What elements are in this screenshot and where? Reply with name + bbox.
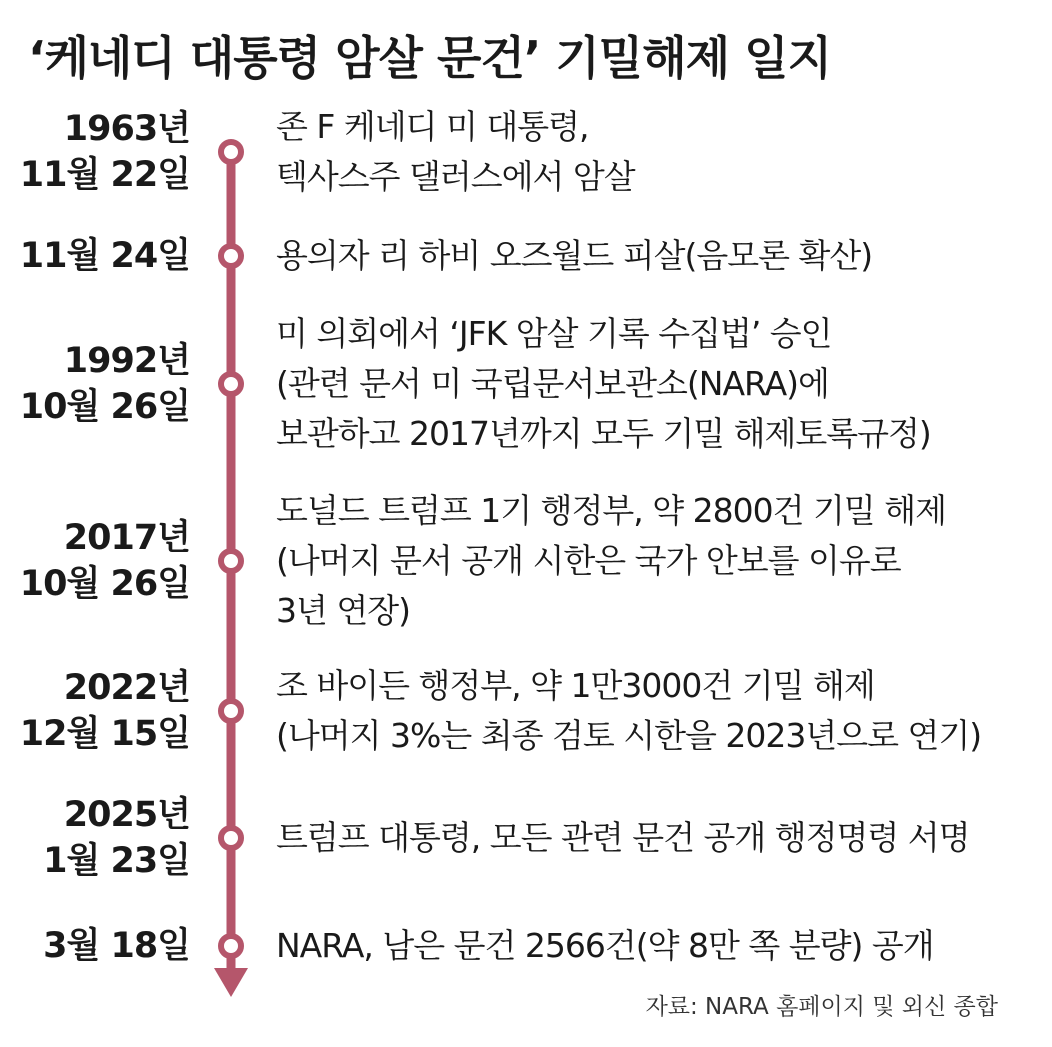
event-description-line: 조 바이든 행정부, 약 1만3000건 기밀 해제 [276, 666, 875, 705]
event-description [276, 813, 969, 863]
timeline-marker [221, 828, 241, 848]
event-description-line: 미 의회에서 ‘JFK 암살 기록 수집법’ 승인 [276, 314, 832, 353]
event-date [0, 338, 190, 430]
event-description [276, 102, 635, 202]
event-description [276, 661, 981, 761]
event-description [276, 921, 934, 971]
event-date-line: 3월 18일 [43, 926, 190, 966]
event-description-line: 도널드 트럼프 1기 행정부, 약 2800건 기밀 해제 [276, 491, 946, 530]
event-date-line: 11월 22일 [19, 155, 190, 195]
event-date-line: 1992년 [63, 341, 190, 381]
event-date-line: 10월 26일 [19, 387, 190, 427]
event-description [276, 309, 931, 459]
timeline-arrow-head [214, 968, 248, 997]
event-date-line: 11월 24일 [19, 236, 190, 276]
source-note: 자료: NARA 홈페이지 및 외신 종합 [645, 994, 998, 1020]
event-date [0, 233, 190, 279]
event-description [276, 486, 946, 636]
timeline-marker [221, 246, 241, 266]
event-date [0, 792, 190, 884]
page-title: ‘케네디 대통령 암살 문건’ 기밀해제 일지 [28, 31, 831, 85]
event-description-line: 트럼프 대통령, 모든 관련 문건 공개 행정명령 서명 [276, 818, 970, 857]
event-description-line: 존 F 케네디 미 대통령, [276, 107, 589, 146]
event-description-line: 보관하고 2017년까지 모두 기밀 해제토록규정) [276, 414, 931, 453]
event-description-line: (나머지 문서 공개 시한은 국가 안보를 이유로 [276, 541, 901, 580]
event-description-line: (나머지 3%는 최종 검토 시한을 2023년으로 연기) [276, 716, 982, 755]
event-date-line: 1963년 [63, 109, 190, 149]
event-date [0, 515, 190, 607]
event-description-line: 텍사스주 댈러스에서 암살 [276, 157, 635, 196]
event-date [0, 923, 190, 969]
event-date-line: 2017년 [63, 518, 190, 558]
event-description-line: NARA, 남은 문건 2566건(약 8만 쪽 분량) 공개 [276, 926, 934, 965]
timeline-marker [221, 551, 241, 571]
timeline-marker [221, 936, 241, 956]
event-date-line: 2025년 [63, 795, 190, 835]
event-date [0, 106, 190, 198]
timeline-marker [221, 374, 241, 394]
event-description-line: 3년 연장) [276, 591, 410, 630]
event-date-line: 1월 23일 [43, 841, 190, 881]
event-date-line: 10월 26일 [19, 564, 190, 604]
event-description [276, 231, 872, 281]
event-description-line: 용의자 리 하비 오즈월드 피살(음모론 확산) [276, 236, 873, 275]
timeline-marker [221, 142, 241, 162]
event-date [0, 665, 190, 757]
event-description-line: (관련 문서 미 국립문서보관소(NARA)에 [276, 364, 829, 403]
event-date-line: 2022년 [63, 668, 190, 708]
event-date-line: 12월 15일 [19, 714, 190, 754]
timeline-marker [221, 701, 241, 721]
